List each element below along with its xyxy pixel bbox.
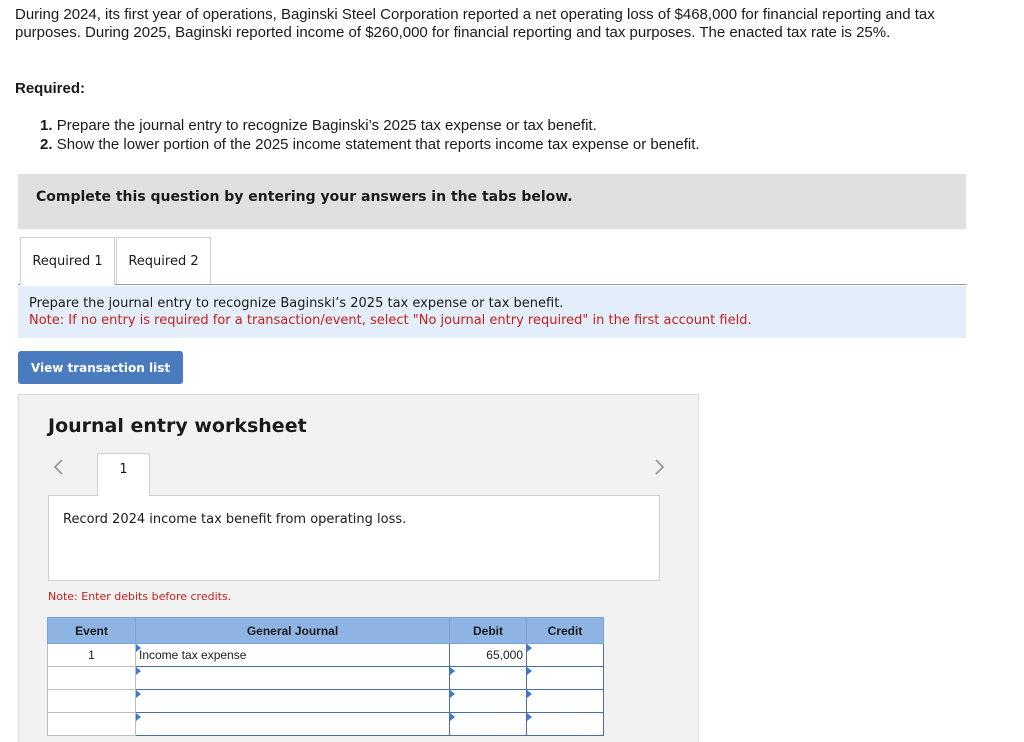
debit-input[interactable] <box>450 690 527 713</box>
debit-input[interactable] <box>450 713 527 736</box>
tab-divider <box>18 284 966 285</box>
event-cell: 1 <box>48 644 136 667</box>
worksheet-title: Journal entry worksheet <box>48 415 307 437</box>
debits-note: Note: Enter debits before credits. <box>48 590 232 603</box>
prev-entry-button[interactable] <box>47 453 69 481</box>
next-entry-button[interactable] <box>649 453 671 481</box>
table-row <box>48 713 604 736</box>
view-transaction-list-button[interactable]: View transaction list <box>18 351 183 384</box>
dropdown-marker-icon <box>450 713 455 721</box>
entry-tab-1[interactable]: 1 <box>97 453 150 496</box>
dropdown-marker-icon <box>527 690 532 698</box>
account-input[interactable] <box>136 644 450 667</box>
problem-intro: During 2024, its first year of operations, Baginski Steel Corporation reported a net operating loss of $468,000 for financial reporting and tax purposes. During 2025, Baginski reported income of $260,000 for financial reporting and tax purposes. The enacted tax rate is 25%. <box>15 6 935 41</box>
column-header-general-journal: General Journal <box>136 618 450 644</box>
dropdown-marker-icon <box>527 644 532 652</box>
table-row <box>48 667 604 690</box>
credit-input[interactable] <box>527 713 604 736</box>
account-value: Income tax expense <box>139 648 247 662</box>
debit-input[interactable] <box>450 667 527 690</box>
credit-input[interactable] <box>527 667 604 690</box>
event-cell <box>48 713 136 736</box>
requirement-number: 1. <box>40 117 53 134</box>
debit-input[interactable] <box>450 644 527 667</box>
dropdown-marker-icon <box>136 713 141 721</box>
dropdown-marker-icon <box>136 667 141 675</box>
requirements-list <box>40 116 700 154</box>
journal-entry-worksheet <box>18 394 699 742</box>
table-row <box>48 690 604 713</box>
column-header-event: Event <box>48 618 136 644</box>
column-header-credit: Credit <box>527 618 604 644</box>
chevron-left-icon <box>52 458 64 476</box>
account-input[interactable] <box>136 713 450 736</box>
debit-value: 65,000 <box>486 648 523 662</box>
required-heading: Required: <box>15 80 86 97</box>
entry-description <box>48 495 660 581</box>
chevron-right-icon <box>654 458 666 476</box>
credit-input[interactable] <box>527 644 604 667</box>
instruction-box <box>18 286 966 338</box>
complete-banner-text: Complete this question by entering your answers in the tabs below. <box>36 189 573 205</box>
dropdown-marker-icon <box>527 713 532 721</box>
requirement-item <box>40 116 700 135</box>
instruction-text: Prepare the journal entry to recognize Baginski’s 2025 tax expense or tax benefit. <box>29 296 564 311</box>
entry-description-text: Record 2024 income tax benefit from operating loss. <box>63 512 407 527</box>
requirement-text: Prepare the journal entry to recognize Baginski’s 2025 tax expense or tax benefit. <box>56 117 597 134</box>
complete-banner <box>18 174 966 229</box>
account-input[interactable] <box>136 667 450 690</box>
dropdown-marker-icon <box>527 667 532 675</box>
table-row <box>48 644 604 667</box>
event-cell <box>48 690 136 713</box>
instruction-note: Note: If no entry is required for a transaction/event, select "No journal entry required" in the first account field. <box>29 313 752 328</box>
dropdown-marker-icon <box>136 644 141 652</box>
column-header-debit: Debit <box>450 618 527 644</box>
tab-required-2[interactable]: Required 2 <box>116 237 211 285</box>
tab-required-1[interactable]: Required 1 <box>20 237 115 285</box>
dropdown-marker-icon <box>450 690 455 698</box>
requirement-text: Show the lower portion of the 2025 income statement that reports income tax expense or benefit. <box>56 136 700 153</box>
event-cell <box>48 667 136 690</box>
dropdown-marker-icon <box>450 667 455 675</box>
credit-input[interactable] <box>527 690 604 713</box>
requirement-number: 2. <box>40 136 53 153</box>
account-input[interactable] <box>136 690 450 713</box>
journal-table <box>47 617 604 736</box>
dropdown-marker-icon <box>136 690 141 698</box>
requirement-item <box>40 135 700 154</box>
